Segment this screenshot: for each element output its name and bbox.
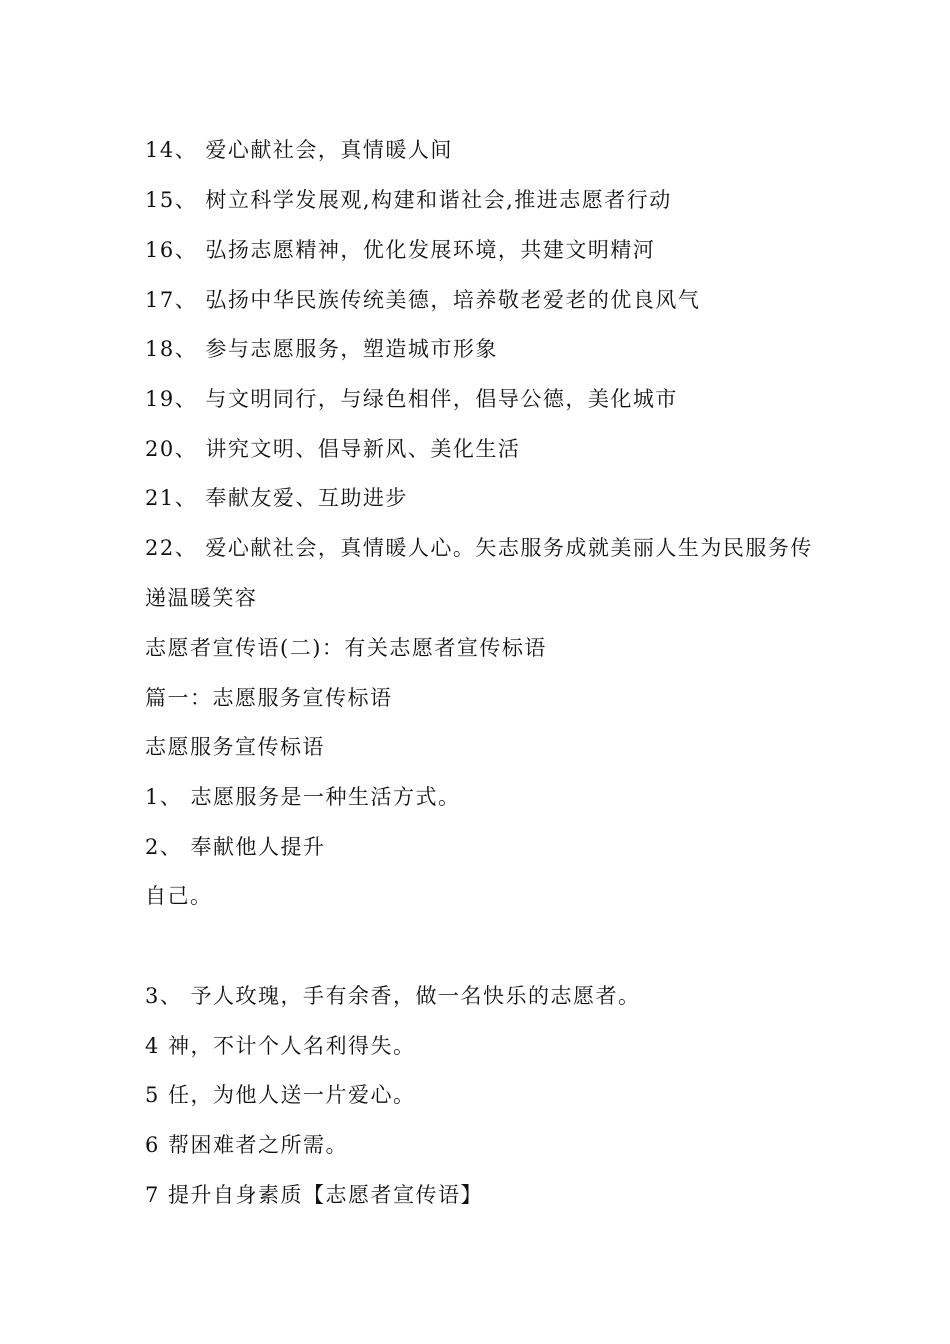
section-heading: 志愿者宣传语(二)：有关志愿者宣传标语 [145, 636, 547, 660]
text-line: 3、 予人玫瑰，手有余香，做一名快乐的志愿者。 [145, 984, 641, 1008]
text-line: 18、 参与志愿服务，塑造城市形象 [145, 337, 498, 361]
text-line: 20、 讲究文明、倡导新风、美化生活 [145, 437, 521, 461]
text-line: 16、 弘扬志愿精神，优化发展环境，共建文明精河 [145, 238, 656, 262]
text-line: 15、 树立科学发展观,构建和谐社会,推进志愿者行动 [145, 188, 672, 212]
text-line: 1、 志愿服务是一种生活方式。 [145, 785, 461, 809]
text-line: 19、 与文明同行，与绿色相伴，倡导公德，美化城市 [145, 387, 678, 411]
text-line: 17、 弘扬中华民族传统美德，培养敬老爱老的优良风气 [145, 288, 701, 312]
text-line: 22、 爱心献社会，真情暖人心。矢志服务成就美丽人生为民服务传 [145, 536, 813, 560]
text-line: 5 任，为他人送一片爱心。 [145, 1083, 416, 1107]
text-line: 4 神，不计个人名利得失。 [145, 1034, 416, 1058]
text-line: 21、 奉献友爱、互助进步 [145, 486, 408, 510]
text-line: 14、 爱心献社会，真情暖人间 [145, 138, 453, 162]
section-heading: 志愿服务宣传标语 [145, 735, 325, 759]
section-heading: 篇一：志愿服务宣传标语 [145, 686, 393, 710]
text-line: 自己。 [145, 884, 213, 908]
text-line: 递温暖笑容 [145, 586, 258, 610]
text-line: 7 提升自身素质【志愿者宣传语】 [145, 1183, 484, 1207]
text-line: 6 帮困难者之所需。 [145, 1133, 349, 1157]
text-line: 2、 奉献他人提升 [145, 835, 326, 859]
